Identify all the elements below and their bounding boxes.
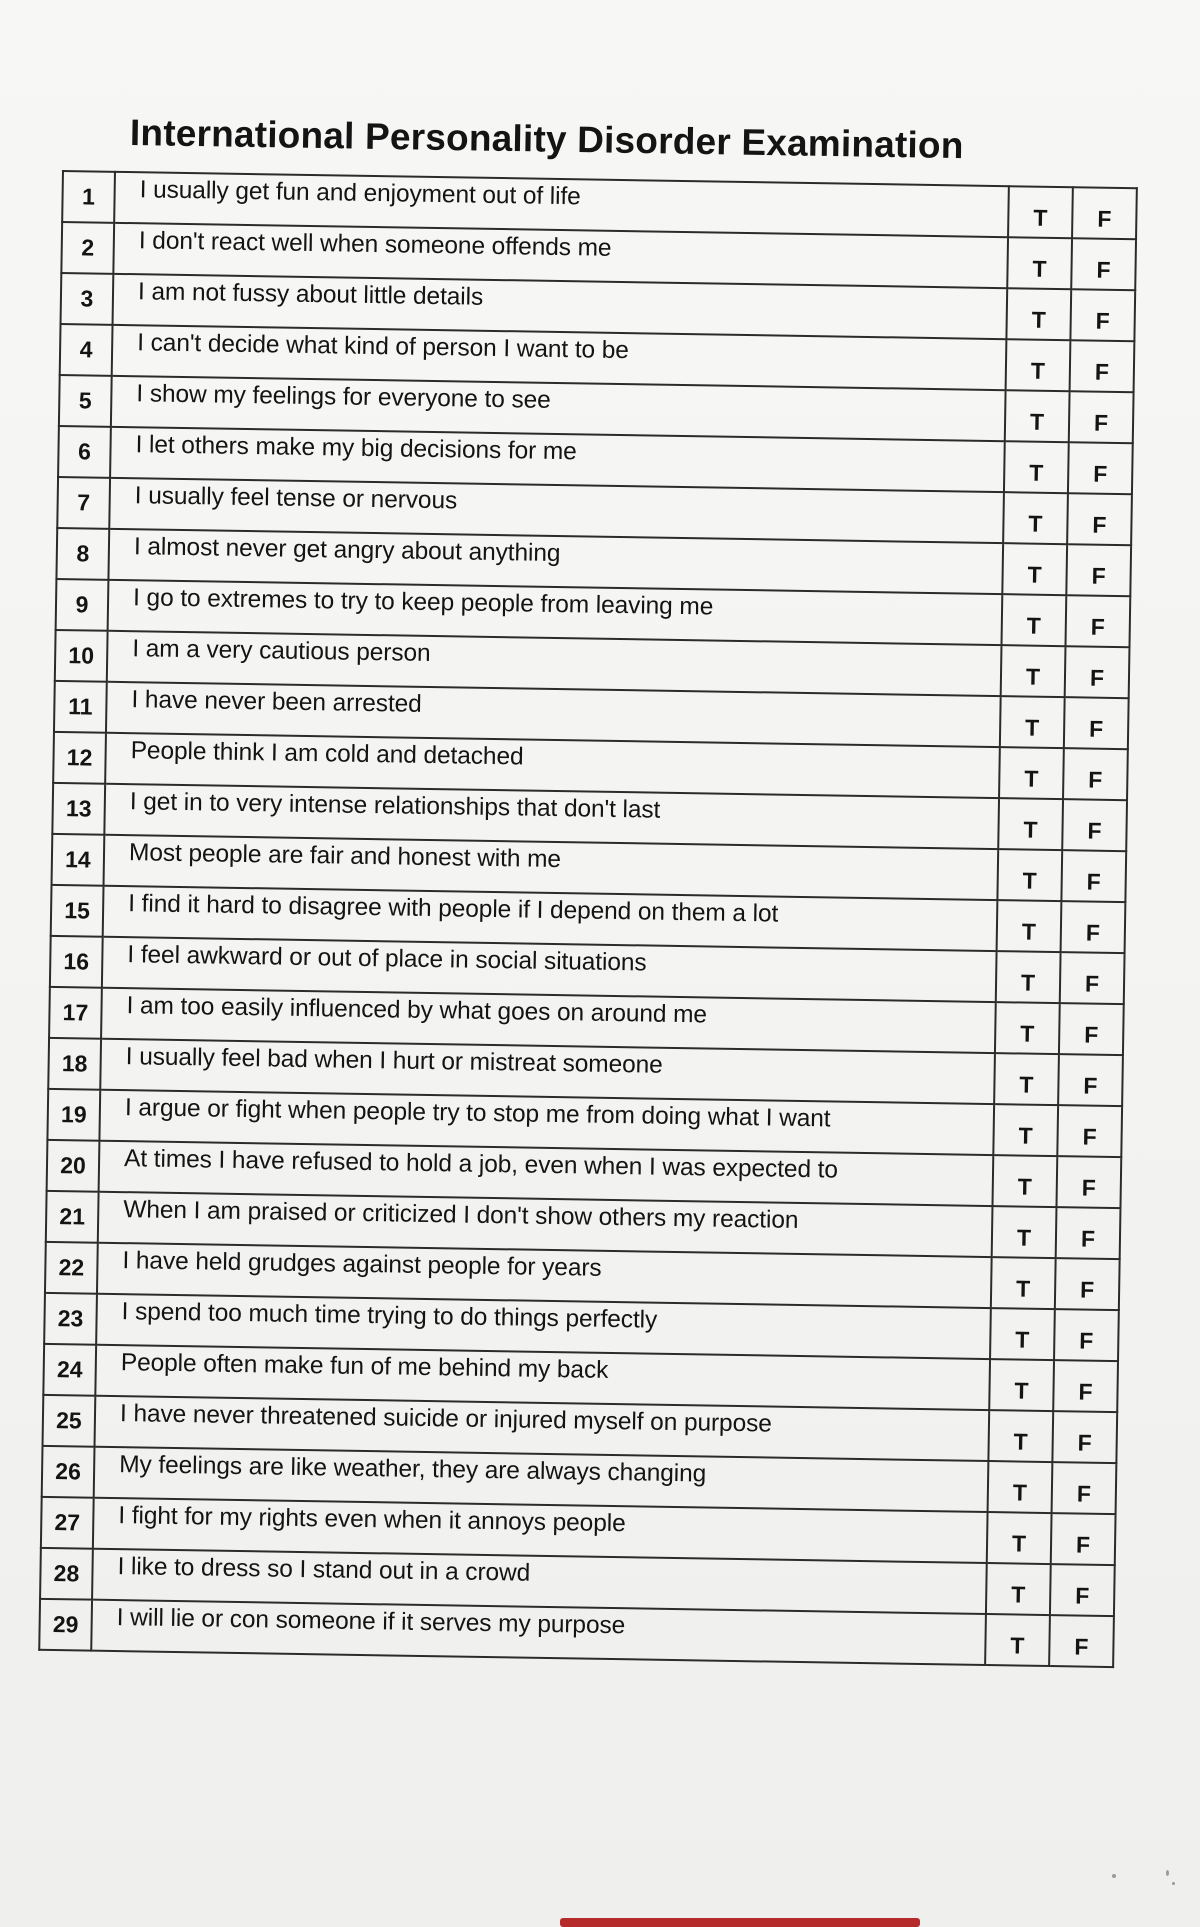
true-option[interactable] — [985, 1614, 1050, 1666]
item-number: 9 — [56, 579, 109, 631]
false-option[interactable] — [1069, 391, 1134, 443]
true-option-label: T — [1020, 969, 1036, 996]
true-option-label: T — [1025, 663, 1041, 690]
true-option[interactable] — [990, 1308, 1055, 1360]
item-number: 24 — [43, 1344, 96, 1396]
false-option-label: F — [1093, 409, 1109, 436]
item-number: 20 — [47, 1140, 100, 1192]
true-option[interactable] — [1001, 594, 1066, 646]
true-option[interactable] — [999, 747, 1064, 799]
false-option-label: F — [1096, 256, 1111, 283]
false-option[interactable] — [1071, 238, 1136, 290]
false-option[interactable] — [1063, 748, 1128, 800]
false-option-label: F — [1085, 919, 1101, 946]
item-statement: I have held grudges against people for years — [122, 1246, 602, 1282]
true-option-label: T — [1026, 612, 1042, 639]
item-number: 25 — [43, 1395, 96, 1447]
true-option[interactable] — [1001, 645, 1066, 697]
item-statement: I have never been arrested — [131, 685, 422, 718]
item-statement: I almost never get angry about anything — [133, 532, 561, 567]
false-option-label: F — [1091, 562, 1106, 589]
true-option-label: T — [1022, 867, 1037, 894]
item-statement: I let others make my big decisions for me — [135, 430, 577, 465]
item-statement: I feel awkward or out of place in social situations — [127, 940, 647, 976]
true-option[interactable] — [996, 951, 1061, 1003]
true-option-label: T — [1018, 1122, 1033, 1149]
item-number: 18 — [48, 1038, 101, 1090]
item-statement: I usually feel tense or nervous — [134, 481, 458, 514]
item-number: 8 — [56, 528, 109, 580]
true-option[interactable] — [997, 900, 1062, 952]
false-option-label: F — [1092, 511, 1107, 538]
true-option-label: T — [1028, 510, 1043, 537]
questionnaire-table-container — [38, 170, 1138, 1668]
item-statement: I fight for my rights even when it annoys people — [118, 1501, 626, 1537]
false-option[interactable] — [1060, 952, 1125, 1004]
true-option-label: T — [1016, 1224, 1032, 1251]
false-option[interactable] — [1065, 646, 1130, 698]
true-option[interactable] — [989, 1359, 1054, 1411]
true-option-label: T — [1030, 357, 1046, 384]
item-number: 16 — [50, 936, 103, 988]
false-option[interactable] — [1056, 1207, 1121, 1259]
false-option-label: F — [1084, 970, 1100, 997]
true-option-label: T — [1014, 1377, 1029, 1404]
false-option-label: F — [1089, 664, 1105, 691]
true-option[interactable] — [1006, 339, 1071, 391]
item-statement: I am too easily influenced by what goes on around me — [126, 991, 708, 1028]
false-option[interactable] — [1061, 901, 1126, 953]
false-option[interactable] — [1072, 187, 1137, 239]
true-option[interactable] — [992, 1155, 1057, 1207]
item-statement: I like to dress so I stand out in a crowd — [117, 1552, 531, 1587]
paper-speck — [1166, 1870, 1169, 1876]
item-number: 19 — [47, 1089, 100, 1141]
false-option-label: F — [1090, 613, 1106, 640]
false-option[interactable] — [1052, 1462, 1117, 1514]
item-number: 29 — [39, 1599, 92, 1651]
true-option-label: T — [1012, 1479, 1028, 1506]
false-option-label: F — [1081, 1174, 1097, 1201]
true-option[interactable] — [1007, 237, 1072, 289]
true-option-label: T — [1031, 306, 1046, 333]
item-statement: I am not fussy about little details — [137, 277, 484, 311]
false-option-label: F — [1080, 1225, 1096, 1252]
item-statement: When I am praised or criticized I don't show others my reaction — [123, 1195, 799, 1234]
false-option[interactable] — [1052, 1411, 1117, 1463]
true-option-label: T — [1023, 816, 1038, 843]
false-option[interactable] — [1053, 1360, 1118, 1412]
false-option-label: F — [1074, 1633, 1089, 1660]
item-statement: I find it hard to disagree with people if I depend on them a lot — [128, 889, 779, 928]
true-option[interactable] — [994, 1053, 1059, 1105]
true-option-label: T — [1024, 714, 1040, 741]
true-option-label: T — [1015, 1275, 1031, 1302]
true-option[interactable] — [1004, 441, 1069, 493]
false-option-label: F — [1082, 1123, 1097, 1150]
true-option-label: T — [1010, 1632, 1025, 1659]
false-option[interactable] — [1068, 442, 1133, 494]
true-option[interactable] — [1000, 696, 1065, 748]
false-option-label: F — [1079, 1327, 1094, 1354]
false-option-label: F — [1077, 1429, 1092, 1456]
item-number: 11 — [54, 681, 107, 733]
false-option[interactable] — [1054, 1309, 1119, 1361]
true-option[interactable] — [988, 1461, 1053, 1513]
item-statement: I get in to very intense relationships that don't last — [129, 787, 661, 824]
item-number: 10 — [55, 630, 108, 682]
item-number: 14 — [52, 834, 105, 886]
true-option-label: T — [1029, 408, 1045, 435]
item-statement: I go to extremes to try to keep people from leaving me — [132, 583, 714, 621]
false-option-label: F — [1079, 1276, 1095, 1303]
true-option-label: T — [1024, 765, 1039, 792]
true-option-label: T — [1019, 1071, 1034, 1098]
true-option-label: T — [1020, 1020, 1035, 1047]
true-option[interactable] — [993, 1104, 1058, 1156]
false-option[interactable] — [1049, 1615, 1114, 1667]
false-option[interactable] — [1062, 799, 1127, 851]
item-number: 17 — [49, 987, 102, 1039]
true-option[interactable] — [991, 1257, 1056, 1309]
true-option-label: T — [1011, 1530, 1027, 1557]
item-number: 1 — [62, 171, 115, 223]
item-statement: At times I have refused to hold a job, even when I was expected to — [123, 1144, 839, 1184]
true-option[interactable] — [997, 849, 1062, 901]
item-statement: People often make fun of me behind my back — [120, 1348, 609, 1384]
false-option[interactable] — [1061, 850, 1126, 902]
questionnaire-rows — [39, 171, 1137, 1667]
item-number: 2 — [61, 222, 114, 274]
false-option[interactable] — [1051, 1513, 1116, 1565]
true-option[interactable] — [986, 1563, 1051, 1615]
item-number: 28 — [40, 1548, 93, 1600]
true-option[interactable] — [1003, 492, 1068, 544]
true-option[interactable] — [992, 1206, 1057, 1258]
item-number: 7 — [57, 477, 110, 529]
true-option-label: T — [1013, 1428, 1028, 1455]
false-option-label: F — [1078, 1378, 1093, 1405]
item-statement: People think I am cold and detached — [130, 736, 524, 770]
true-option[interactable] — [1005, 390, 1070, 442]
item-number: 27 — [41, 1497, 94, 1549]
item-number: 4 — [60, 324, 113, 376]
true-option-label: T — [1032, 255, 1047, 282]
false-option-label: F — [1097, 205, 1112, 232]
true-option-label: T — [1033, 204, 1048, 231]
false-option-label: F — [1083, 1072, 1098, 1099]
item-statement: I argue or fight when people try to stop me from doing what I want — [124, 1093, 831, 1132]
true-option-label: T — [1021, 918, 1037, 945]
item-statement: I will lie or con someone if it serves my purpose — [116, 1603, 626, 1639]
false-option[interactable] — [1055, 1258, 1120, 1310]
item-statement: I don't react well when someone offends me — [138, 226, 612, 262]
item-number: 15 — [51, 885, 104, 937]
true-option[interactable] — [1008, 186, 1073, 238]
paper-speck — [1172, 1882, 1175, 1885]
item-number: 13 — [52, 783, 105, 835]
false-option[interactable] — [1057, 1105, 1122, 1157]
false-option-label: F — [1084, 1021, 1099, 1048]
item-number: 21 — [46, 1191, 99, 1243]
item-number: 6 — [58, 426, 111, 478]
false-option-label: F — [1088, 715, 1104, 742]
false-option[interactable] — [1066, 544, 1131, 596]
item-number: 26 — [42, 1446, 95, 1498]
false-option[interactable] — [1059, 1003, 1124, 1055]
true-option[interactable] — [995, 1002, 1060, 1054]
false-option[interactable] — [1070, 289, 1135, 341]
true-option[interactable] — [998, 798, 1063, 850]
false-option-label: F — [1087, 817, 1102, 844]
true-option[interactable] — [1002, 543, 1067, 595]
false-option-label: F — [1088, 766, 1103, 793]
item-statement: I show my feelings for everyone to see — [136, 379, 551, 414]
document-title: International Personality Disorder Examination — [129, 112, 964, 167]
item-statement: Most people are fair and honest with me — [128, 838, 562, 873]
false-option[interactable] — [1070, 340, 1135, 392]
false-option[interactable] — [1064, 697, 1129, 749]
false-option-label: F — [1076, 1480, 1092, 1507]
true-option-label: T — [1029, 459, 1044, 486]
false-option-label: F — [1095, 307, 1110, 334]
false-option-label: F — [1094, 358, 1110, 385]
true-option-label: T — [1027, 561, 1042, 588]
item-number: 22 — [45, 1242, 98, 1294]
item-number: 3 — [61, 273, 114, 325]
item-number: 5 — [59, 375, 112, 427]
true-option-label: T — [1017, 1173, 1033, 1200]
item-statement: I spend too much time trying to do things perfectly — [121, 1297, 658, 1334]
questionnaire-table — [38, 170, 1138, 1668]
false-option[interactable] — [1050, 1564, 1115, 1616]
item-number: 12 — [53, 732, 106, 784]
true-option-label: T — [1015, 1326, 1030, 1353]
false-option-label: F — [1075, 1582, 1090, 1609]
false-option-label: F — [1093, 460, 1108, 487]
item-statement: I have never threatened suicide or injured myself on purpose — [119, 1399, 772, 1438]
item-number: 23 — [44, 1293, 97, 1345]
true-option[interactable] — [1006, 288, 1071, 340]
false-option-label: F — [1086, 868, 1101, 895]
item-statement: I am a very cautious person — [132, 634, 431, 667]
true-option[interactable] — [988, 1410, 1053, 1462]
item-statement: I usually feel bad when I hurt or mistreat someone — [125, 1042, 663, 1079]
false-option[interactable] — [1065, 595, 1130, 647]
paper-speck — [1112, 1874, 1116, 1878]
false-option[interactable] — [1056, 1156, 1121, 1208]
false-option[interactable] — [1058, 1054, 1123, 1106]
true-option[interactable] — [987, 1512, 1052, 1564]
true-option-label: T — [1011, 1581, 1026, 1608]
item-statement: I can't decide what kind of person I want to be — [137, 328, 630, 364]
item-statement: My feelings are like weather, they are always changing — [119, 1450, 707, 1488]
false-option-label: F — [1075, 1531, 1091, 1558]
false-option[interactable] — [1067, 493, 1132, 545]
page-edge-mark — [560, 1918, 920, 1927]
item-statement: I usually get fun and enjoyment out of life — [139, 175, 581, 210]
